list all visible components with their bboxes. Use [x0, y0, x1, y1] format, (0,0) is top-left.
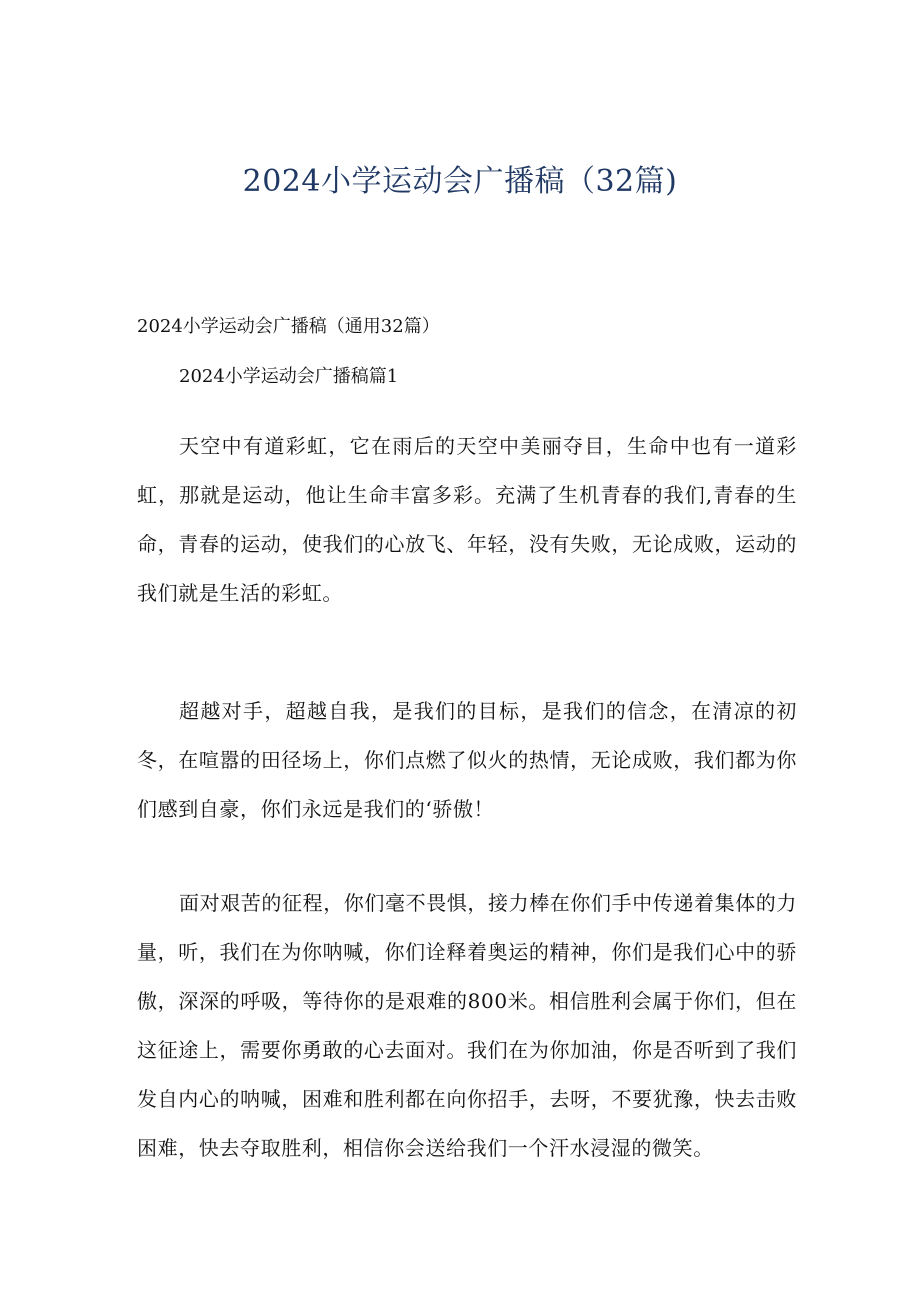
body-paragraph: 超越对手，超越自我，是我们的目标，是我们的信念，在清凉的初冬，在喧嚣的田径场上，你们点燃了似火的热情，无论成败，我们都为你们感到自豪，你们永远是我们的‘骄傲！: [137, 699, 797, 821]
document-title: 2024小学运动会广播稿（32篇): [242, 164, 678, 199]
section-heading: 2024小学运动会广播稿篇1: [179, 366, 399, 387]
document-subtitle: 2024小学运动会广播稿（通用32篇）: [137, 316, 440, 337]
body-paragraph: 天空中有道彩虹，它在雨后的天空中美丽夺目，生命中也有一道彩虹，那就是运动，他让生命丰富多彩。充满了生机青春的我们,青春的生命，青春的运动，使我们的心放飞、年轻，没有失败，无论成败，运动的我们就是生活的彩虹。: [137, 434, 797, 605]
body-paragraph: 面对艰苦的征程，你们毫不畏惧，接力棒在你们手中传递着集体的力量，听，我们在为你呐喊，你们诠释着奥运的精神，你们是我们心中的骄傲，深深的呼吸，等待你的是艰难的800米。相信胜利会属于你们，但在这征途上，需要你勇敢的心去面对。我们在为你加油，你是否听到了我们发自内心的呐喊，困难和胜利都在向你招手，去呀，不要犹豫，快去击败困难，快去夺取胜利，相信你会送给我们一个汗水浸湿的微笑。: [137, 891, 797, 1160]
